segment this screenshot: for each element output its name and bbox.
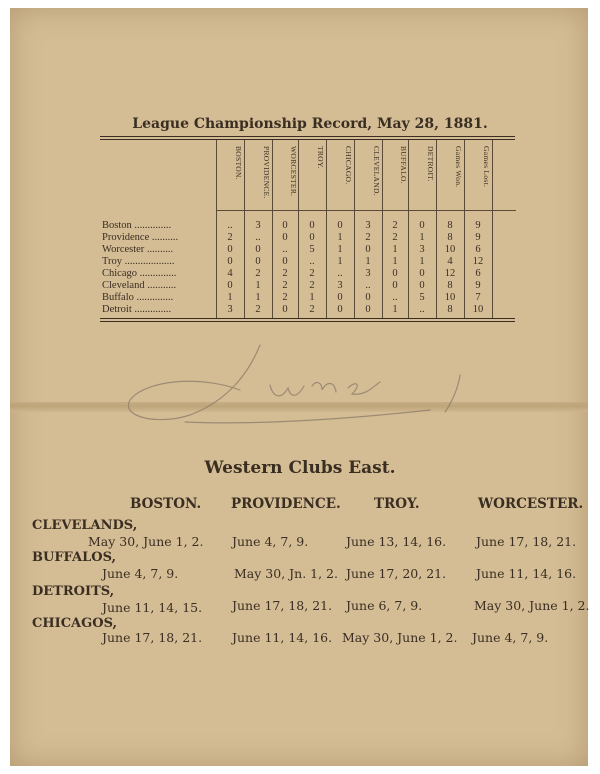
table-cell: 10: [472, 304, 484, 315]
table-cell: 7: [475, 292, 481, 303]
table-cell: 0: [282, 304, 288, 315]
table-cell: 0: [309, 232, 315, 243]
column-header-cleveland: CLEVELAND.: [372, 146, 381, 196]
table-cell: 8: [447, 220, 453, 231]
table-cell: 2: [282, 268, 288, 279]
table-cell: 0: [392, 280, 398, 291]
pencil-signature-june: [90, 330, 510, 440]
schedule-date: June 17, 20, 21.: [346, 566, 447, 581]
table-cell: 2: [309, 280, 315, 291]
table-cell: 1: [392, 304, 398, 315]
table-cell: 0: [227, 280, 233, 291]
club-name-chicagos: CHICAGOS,: [32, 616, 118, 631]
row-label-troy: Troy ...................: [102, 256, 175, 267]
table-cell: 8: [447, 304, 453, 315]
schedule-header-worcester: WORCESTER.: [478, 496, 584, 512]
table-cell: ..: [309, 256, 315, 267]
row-label-chicago: Chicago ..............: [102, 268, 177, 279]
table-cell: 2: [282, 280, 288, 291]
table-cell: 1: [337, 256, 343, 267]
table-cell: 0: [337, 304, 343, 315]
table-cell: 0: [282, 220, 288, 231]
table-vline: [464, 140, 465, 318]
table-cell: 3: [227, 304, 233, 315]
table-cell: 0: [337, 292, 343, 303]
table-cell: 2: [255, 268, 261, 279]
club-name-buffalos: BUFFALOS,: [32, 550, 117, 565]
schedule-date: June 11, 14, 15.: [102, 600, 203, 615]
table-cell: 1: [337, 244, 343, 255]
table-vline: [354, 140, 355, 318]
table-cell: 5: [309, 244, 315, 255]
schedule-date: June 13, 14, 16.: [346, 534, 447, 549]
column-header-games-won: Games Won.: [454, 146, 463, 188]
table-cell: 1: [392, 244, 398, 255]
table-vline: [244, 140, 245, 318]
row-label-cleveland: Cleveland ...........: [102, 280, 177, 291]
table-cell: 2: [392, 232, 398, 243]
column-header-buffalo: BUFFALO.: [399, 146, 408, 184]
table-cell: 0: [337, 220, 343, 231]
column-header-worcester: WORCESTER.: [289, 146, 298, 197]
table-cell: ..: [365, 280, 371, 291]
table-cell: 0: [419, 268, 425, 279]
table-cell: 0: [392, 268, 398, 279]
table-cell: 10: [444, 244, 456, 255]
row-label-detroit: Detroit ..............: [102, 304, 172, 315]
column-header-chicago: CHICAGO.: [344, 146, 353, 185]
table-cell: 2: [392, 220, 398, 231]
table-cell: ..: [419, 304, 425, 315]
table-cell: 0: [419, 280, 425, 291]
table-cell: 5: [419, 292, 425, 303]
table-cell: 0: [282, 256, 288, 267]
table-vline: [298, 140, 299, 318]
schedule-date: June 11, 14, 16.: [476, 566, 577, 581]
table-cell: 3: [419, 244, 425, 255]
table-cell: 1: [419, 232, 425, 243]
row-label-providence: Providence ..........: [102, 232, 179, 243]
row-label-worcester: Worcester ..........: [102, 244, 174, 255]
table-cell: 0: [282, 232, 288, 243]
table-cell: ..: [392, 292, 398, 303]
schedule-date: June 4, 7, 9.: [232, 534, 309, 549]
table-cell: 0: [255, 256, 261, 267]
top-rule-inner: [100, 139, 515, 140]
column-header-boston: BOSTON.: [234, 146, 243, 180]
row-label-buffalo: Buffalo ..............: [102, 292, 174, 303]
table-cell: ..: [227, 220, 233, 231]
column-header-detroit: DETROIT.: [426, 146, 435, 182]
table-cell: 1: [337, 232, 343, 243]
schedule-date: June 17, 18, 21.: [102, 630, 203, 645]
table-cell: 4: [227, 268, 233, 279]
table-cell: 1: [365, 256, 371, 267]
table-cell: ..: [255, 232, 261, 243]
schedule-date: June 11, 14, 16.: [232, 630, 333, 645]
club-name-detroits: DETROITS,: [32, 584, 115, 599]
table-cell: 1: [227, 292, 233, 303]
table-cell: 1: [392, 256, 398, 267]
table-cell: 8: [447, 280, 453, 291]
table-vline: [326, 140, 327, 318]
table-cell: 6: [475, 244, 481, 255]
record-title: League Championship Record, May 28, 1881.: [132, 116, 488, 132]
table-cell: 3: [365, 220, 371, 231]
schedule-header-boston: BOSTON.: [130, 496, 202, 512]
schedule-date: June 17, 18, 21.: [232, 598, 333, 613]
column-header-providence: PROVIDENCE.: [262, 146, 271, 199]
schedule-date: May 30, June 1, 2.: [474, 598, 590, 613]
table-cell: 0: [227, 244, 233, 255]
table-cell: 12: [472, 256, 484, 267]
table-cell: 3: [337, 280, 343, 291]
column-header-games-lost: Games Lost.: [482, 146, 491, 188]
table-cell: 6: [475, 268, 481, 279]
table-cell: 0: [309, 220, 315, 231]
table-cell: ..: [337, 268, 343, 279]
table-cell: 9: [475, 232, 481, 243]
schedule-date: June 4, 7, 9.: [102, 566, 179, 581]
table-cell: 0: [365, 292, 371, 303]
top-rule: [100, 136, 515, 137]
schedule-date: May 30, June 1, 2.: [342, 630, 458, 645]
table-cell: 8: [447, 232, 453, 243]
table-cell: 4: [447, 256, 453, 267]
table-vline: [492, 140, 493, 318]
table-cell: 1: [255, 280, 261, 291]
schedule-title: Western Clubs East.: [204, 458, 396, 478]
header-separator: [216, 210, 516, 211]
table-cell: ..: [282, 244, 288, 255]
table-cell: 10: [444, 292, 456, 303]
schedule-date: June 6, 7, 9.: [346, 598, 423, 613]
club-name-clevelands: CLEVELANDS,: [32, 518, 138, 533]
table-cell: 2: [365, 232, 371, 243]
table-vline: [408, 140, 409, 318]
schedule-date: June 17, 18, 21.: [476, 534, 577, 549]
table-cell: 2: [227, 232, 233, 243]
table-cell: 12: [444, 268, 456, 279]
table-cell: 2: [309, 268, 315, 279]
schedule-header-providence: PROVIDENCE.: [231, 496, 341, 512]
table-cell: 1: [309, 292, 315, 303]
schedule-header-troy: TROY.: [374, 496, 420, 512]
table-cell: 2: [309, 304, 315, 315]
row-label-boston: Boston ..............: [102, 220, 172, 231]
schedule-date: May 30, June 1, 2.: [88, 534, 204, 549]
table-vline: [436, 140, 437, 318]
table-cell: 0: [365, 244, 371, 255]
table-cell: 0: [419, 220, 425, 231]
table-cell: 3: [255, 220, 261, 231]
table-cell: 0: [227, 256, 233, 267]
table-cell: 0: [255, 244, 261, 255]
table-cell: 9: [475, 280, 481, 291]
schedule-date: May 30, Jn. 1, 2.: [234, 566, 338, 581]
table-cell: 0: [365, 304, 371, 315]
table-cell: 1: [419, 256, 425, 267]
schedule-date: June 4, 7, 9.: [472, 630, 549, 645]
table-cell: 3: [365, 268, 371, 279]
bottom-rule-outer: [100, 321, 515, 322]
table-cell: 2: [255, 304, 261, 315]
table-cell: 1: [255, 292, 261, 303]
bottom-rule: [100, 318, 515, 319]
column-header-troy: TROY.: [316, 146, 325, 169]
table-cell: 2: [282, 292, 288, 303]
table-cell: 9: [475, 220, 481, 231]
